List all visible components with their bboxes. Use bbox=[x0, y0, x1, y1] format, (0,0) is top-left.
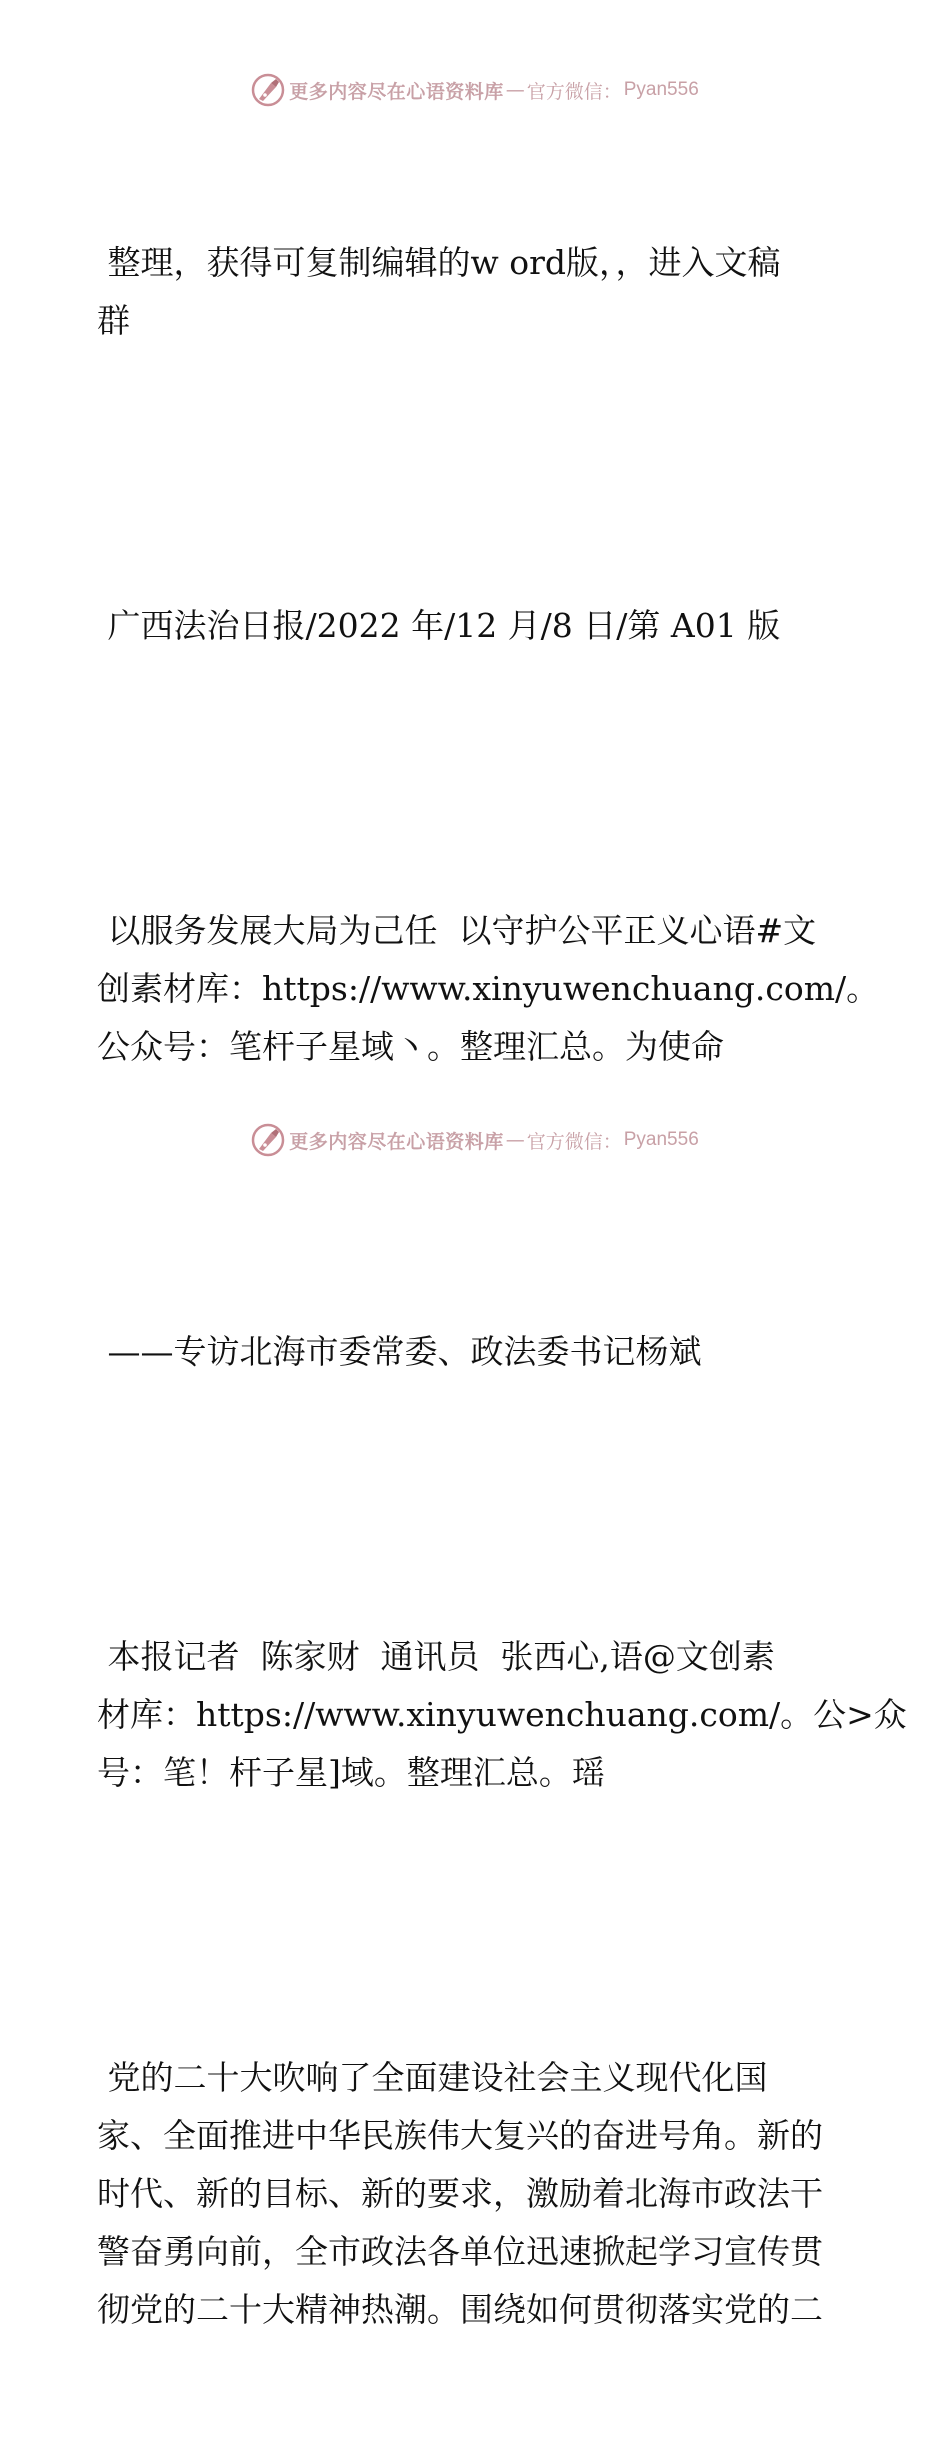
banner-wechat-id: Pyan556 bbox=[623, 1129, 699, 1150]
header-watermark-banner bbox=[0, 70, 950, 110]
text-line: 创素材库：https://www.xinyuwenchuang.com/。 bbox=[97, 969, 880, 1008]
paragraph-source bbox=[97, 481, 857, 771]
paragraph-intro-note bbox=[97, 118, 857, 466]
pen-nib-logo-icon bbox=[251, 73, 285, 107]
text-line: 材库：https://www.xinyuwenchuang.com/。公>众 bbox=[97, 1695, 907, 1734]
text-line: 时代、新的目标、新的要求，激励着北海市政法干 bbox=[97, 2174, 823, 2213]
footer-watermark-banner bbox=[0, 1120, 950, 1160]
text-line: 群 bbox=[97, 301, 130, 340]
text-line: 党的二十大吹响了全面建设社会主义现代化国 bbox=[97, 2058, 768, 2097]
banner-separator: — bbox=[505, 79, 525, 101]
banner-text: 更多内容尽在心语资料库 bbox=[289, 80, 504, 103]
banner-wechat-label: 官方微信： bbox=[526, 1130, 622, 1153]
text-line: 警奋勇向前，全市政法各单位迅速掀起学习宣传贯 bbox=[97, 2232, 823, 2271]
text-line: 公众号：笔杆子星域丶。整理汇总。为使命 bbox=[97, 1027, 724, 1066]
pen-nib-logo-icon bbox=[251, 1123, 285, 1157]
document-body bbox=[97, 118, 907, 2460]
banner-separator: — bbox=[505, 1129, 525, 1151]
paragraph-subheadline bbox=[97, 1207, 857, 1497]
text-line: 广西法治日报/2022 年/12 月/8 日/第 A01 版 bbox=[97, 606, 781, 645]
text-line: 彻党的二十大精神热潮。围绕如何贯彻落实党的二 bbox=[97, 2290, 823, 2329]
banner-wechat-label: 官方微信： bbox=[526, 80, 622, 103]
text-line: 号：笔！杆子星]域。整理汇总。瑶 bbox=[97, 1753, 605, 1792]
banner-text: 更多内容尽在心语资料库 bbox=[289, 1130, 504, 1153]
text-line: 以服务发展大局为己任 以守护公平正义心语#文 bbox=[97, 911, 817, 950]
text-line: 家、全面推进中华民族伟大复兴的奋进号角。新的 bbox=[97, 2116, 823, 2155]
banner-wechat-id: Pyan556 bbox=[623, 79, 699, 100]
text-line: ——专访北海市委常委、政法委书记杨斌 bbox=[97, 1332, 702, 1371]
paragraph-byline bbox=[97, 1512, 907, 1918]
text-line: 整理，获得可复制编辑的w ord版，，进入文稿 bbox=[97, 243, 781, 282]
paragraph-body bbox=[97, 1933, 857, 2455]
text-line: 本报记者 陈家财 通讯员 张西心,语@文创素 bbox=[97, 1637, 775, 1676]
